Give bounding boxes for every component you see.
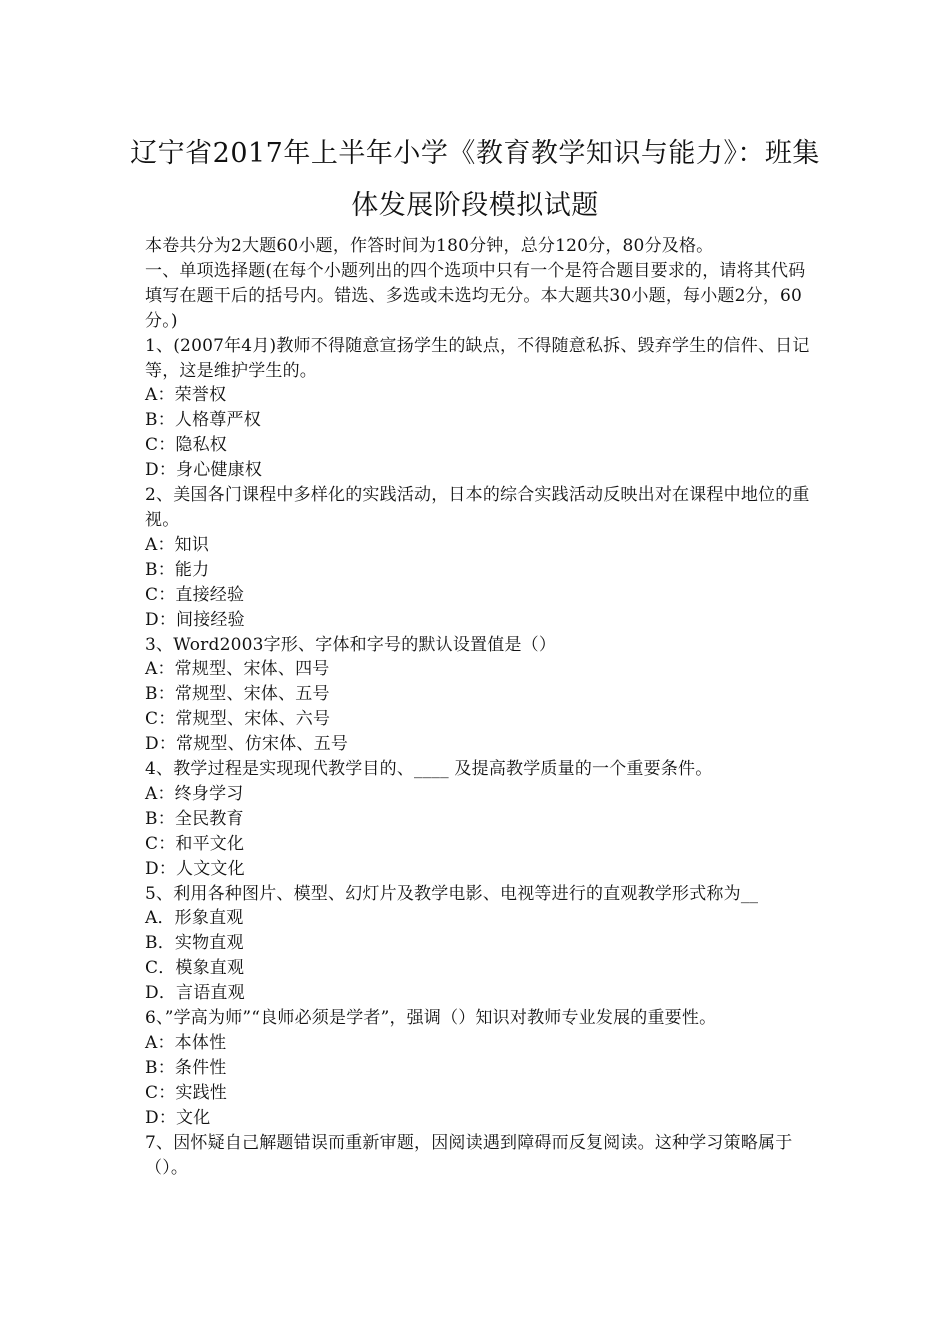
question-stem: 5、利用各种图片、模型、幻灯片及教学电影、电视等进行的直观教学形式称为__ xyxy=(145,883,759,904)
answer-option: C：和平文化 xyxy=(145,833,245,854)
answer-option: A：终身学习 xyxy=(145,783,244,804)
document-title xyxy=(120,128,830,232)
answer-option: B：人格尊严权 xyxy=(145,410,261,431)
title-line-1: 辽宁省2017年上半年小学《教育教学知识与能力》：班集 xyxy=(130,138,820,169)
section-heading: 一、单项选择题(在每个小题列出的四个选项中只有一个是符合题目要求的，请将其代码填写在题干后的括号内。错选、多选或未选均无分。本大题共30小题，每小题2分，60分。) xyxy=(145,260,806,331)
intro-text: 本卷共分为2大题60小题，作答时间为180分钟，总分120分，80分及格。 xyxy=(145,236,714,256)
question-stem: 2、美国各门课程中多样化的实践活动，日本的综合实践活动反映出对在课程中地位的重视。 xyxy=(145,485,810,530)
answer-option: B：常规型、宋体、五号 xyxy=(145,684,330,705)
document-body xyxy=(145,234,810,1180)
answer-option: B：能力 xyxy=(145,559,210,580)
question-stem: 1、(2007年4月)教师不得随意宣扬学生的缺点，不得随意私拆、毁弃学生的信件、日记等，这是维护学生的。 xyxy=(145,335,810,381)
answer-option: A：荣誉权 xyxy=(145,385,227,406)
question-stem: 3、Word2003字形、字体和字号的默认设置值是（） xyxy=(145,634,557,655)
answer-option: C：常规型、宋体、六号 xyxy=(145,709,331,730)
answer-option: C：直接经验 xyxy=(145,584,245,605)
answer-option: D：文化 xyxy=(145,1107,211,1128)
answer-option: D．言语直观 xyxy=(145,983,245,1004)
answer-option: A：知识 xyxy=(145,534,210,555)
answer-option: B：条件性 xyxy=(145,1057,227,1078)
question-stem: 4、教学过程是实现现代教学目的、____ 及提高教学质量的一个重要条件。 xyxy=(145,759,713,780)
question-stem: 7、因怀疑自己解题错误而重新审题，因阅读遇到障碍而反复阅读。这种学习策略属于（）。 xyxy=(145,1132,793,1178)
answer-option: A：常规型、宋体、四号 xyxy=(145,659,330,680)
answer-option: D：人文文化 xyxy=(145,858,245,879)
answer-option: A：本体性 xyxy=(145,1033,227,1053)
answer-option: A．形象直观 xyxy=(145,908,244,929)
answer-option: D：间接经验 xyxy=(145,609,245,630)
answer-option: B：全民教育 xyxy=(145,808,244,829)
answer-option: C：隐私权 xyxy=(145,435,228,456)
question-stem: 6、”学高为师”“良师必须是学者”，强调（）知识对教师专业发展的重要性。 xyxy=(145,1008,717,1029)
answer-option: B．实物直观 xyxy=(145,933,244,954)
answer-option: D：身心健康权 xyxy=(145,460,263,481)
answer-option: D：常规型、仿宋体、五号 xyxy=(145,734,349,755)
answer-option: C：实践性 xyxy=(145,1082,228,1103)
answer-option: C．模象直观 xyxy=(145,958,245,979)
title-line-2: 体发展阶段模拟试题 xyxy=(351,190,599,221)
